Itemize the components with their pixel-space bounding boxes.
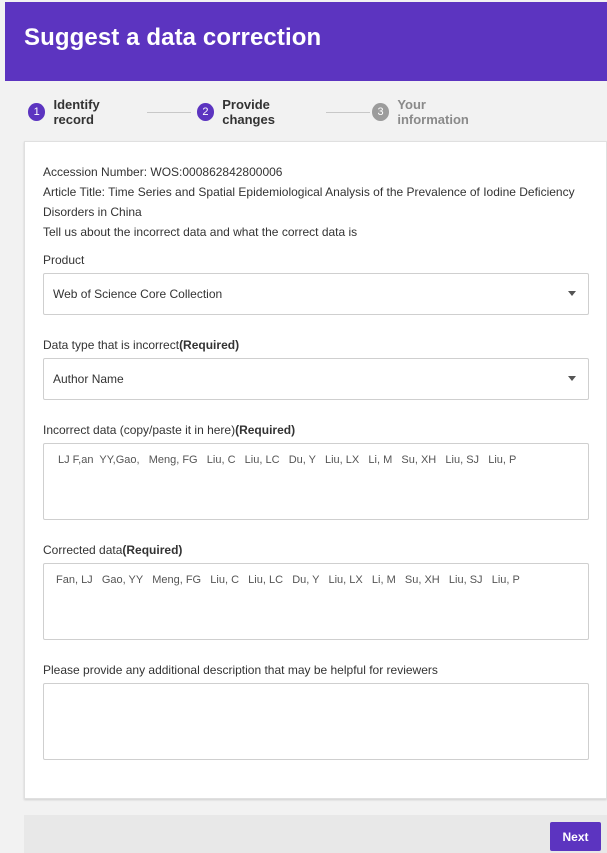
- incorrect-data-label-text: Incorrect data (copy/paste it in here): [43, 423, 236, 437]
- step-number-2: 2: [197, 103, 214, 121]
- data-type-selected-value: Author Name: [53, 372, 124, 386]
- corrected-data-textarea[interactable]: Fan, LJ Gao, YY Meng, FG Liu, C Liu, LC Du, Y Liu, LX Li, M Su, XH Liu, SJ Liu, P: [43, 563, 589, 640]
- article-title: Article Title: Time Series and Spatial Epidemiological Analysis of the Prevalence of Iodine Deficiency Disorders in China: [43, 185, 575, 219]
- footer-bar: [24, 815, 607, 853]
- record-info: [43, 162, 593, 242]
- product-label: [43, 253, 84, 267]
- chevron-down-icon: [568, 376, 576, 381]
- step-label-1: Identify record: [53, 97, 100, 127]
- step-your-information[interactable]: [372, 97, 498, 127]
- correction-form-card: [24, 141, 607, 799]
- corrected-data-label: [43, 543, 182, 557]
- page-header: [5, 2, 607, 81]
- required-marker: (Required): [179, 338, 240, 352]
- data-type-label-text: Data type that is incorrect: [43, 338, 180, 352]
- step-identify-record[interactable]: [28, 97, 141, 127]
- instruction-text: Tell us about the incorrect data and what the correct data is: [43, 225, 358, 239]
- corrected-data-label-text: Corrected data: [43, 543, 123, 557]
- data-type-label: [43, 338, 239, 352]
- product-select[interactable]: [43, 273, 589, 315]
- required-marker: (Required): [122, 543, 183, 557]
- step-label-2: Provide changes: [222, 97, 275, 127]
- incorrect-data-textarea[interactable]: LJ F,an YY,Gao, Meng, FG Liu, C Liu, LC Du, Y Liu, LX Li, M Su, XH Liu, SJ Liu, P: [43, 443, 589, 520]
- description-textarea[interactable]: [43, 683, 589, 760]
- step-number-1: 1: [28, 103, 45, 121]
- description-label-text: Please provide any additional description that may be helpful for reviewers: [43, 663, 438, 677]
- step-provide-changes[interactable]: [197, 97, 323, 127]
- product-label-text: Product: [43, 253, 85, 267]
- next-button[interactable]: Next: [550, 822, 601, 851]
- step-label-3: Your information: [397, 97, 469, 127]
- required-marker: (Required): [235, 423, 296, 437]
- product-selected-value: Web of Science Core Collection: [53, 287, 223, 301]
- data-type-select[interactable]: [43, 358, 589, 400]
- page-title: Suggest a data correction: [24, 24, 322, 51]
- chevron-down-icon: [568, 291, 576, 296]
- step-number-3: 3: [372, 103, 389, 121]
- step-connector: [147, 112, 191, 113]
- description-label: [43, 663, 438, 677]
- incorrect-data-label: [43, 423, 295, 437]
- progress-stepper: [28, 97, 498, 127]
- step-connector: [326, 112, 370, 113]
- accession-number: Accession Number: WOS:000862842800006: [43, 165, 283, 179]
